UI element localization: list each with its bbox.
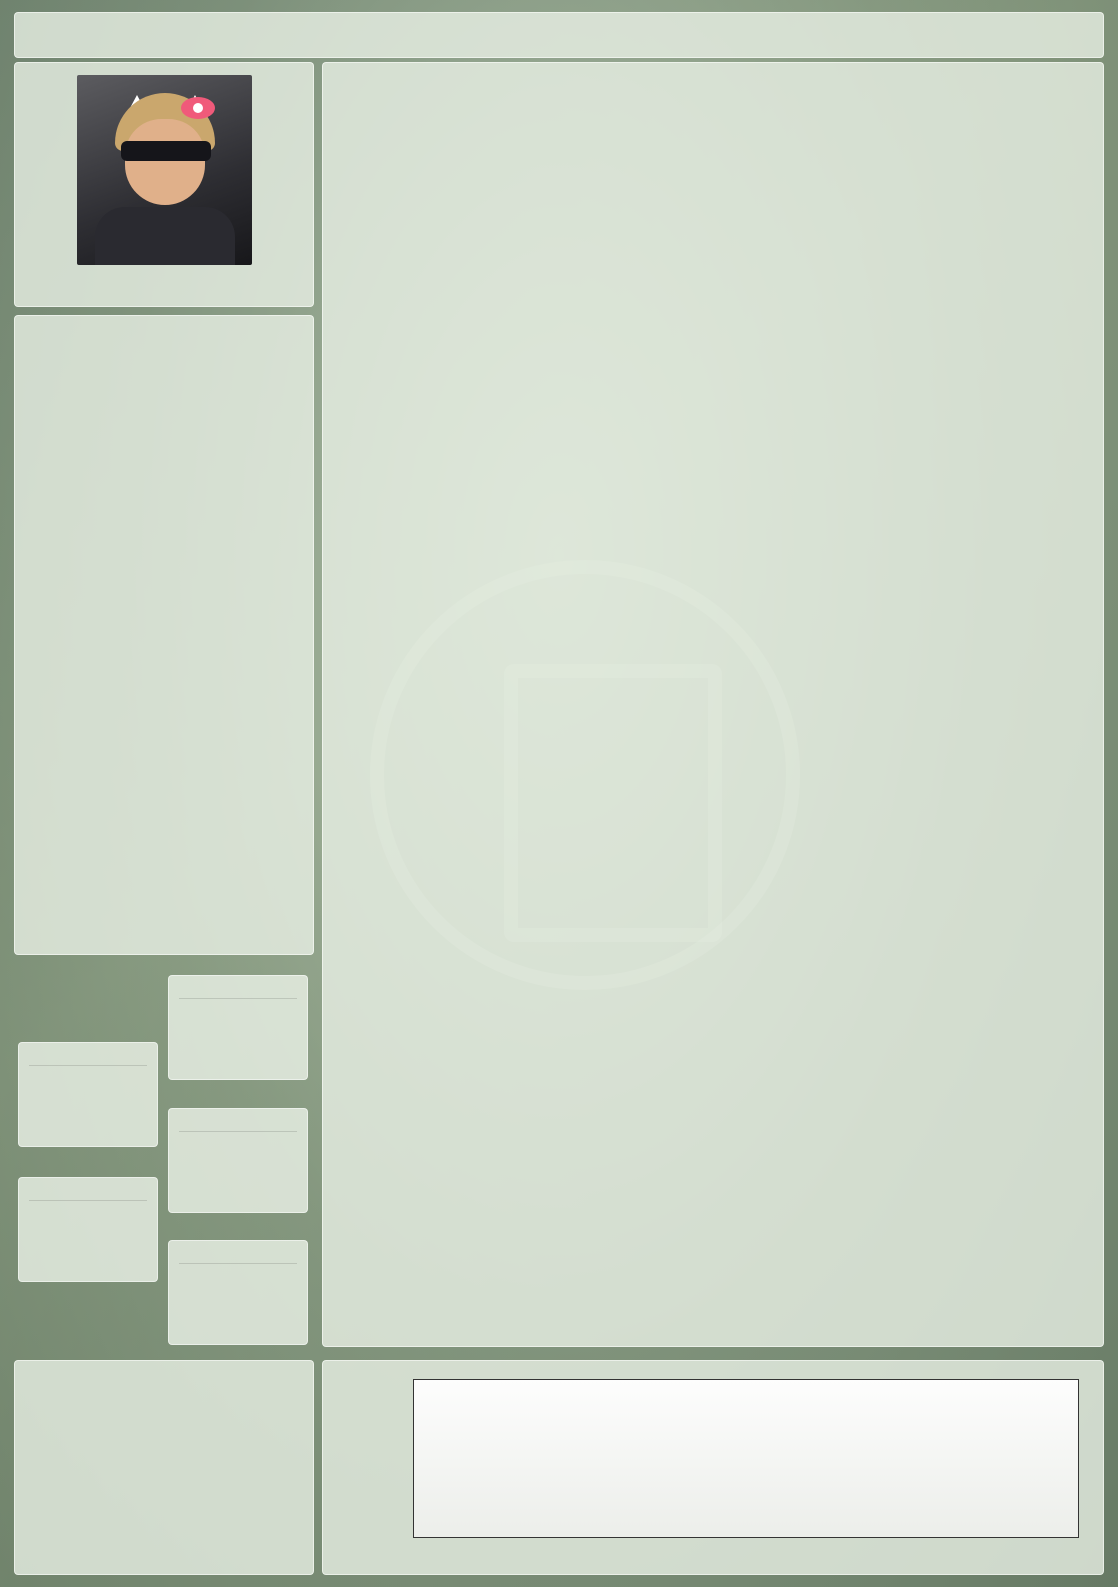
score-progress-chart	[322, 1360, 1104, 1575]
profile-panel	[14, 62, 314, 307]
game-info-panel	[14, 315, 314, 955]
bodypart-right-shoulder	[168, 975, 308, 1080]
scoreboard-panel	[322, 62, 1104, 1347]
bodypart-left-shoulder	[168, 1108, 308, 1213]
chart-plot	[413, 1379, 1079, 1538]
avatar	[77, 75, 252, 265]
bodypart-back	[18, 1177, 158, 1282]
bodypart-phasor	[168, 1240, 308, 1345]
chart-area	[335, 1371, 1091, 1564]
header-bar	[14, 12, 1104, 58]
address-panel	[14, 1360, 314, 1575]
bodypart-front	[18, 1042, 158, 1147]
